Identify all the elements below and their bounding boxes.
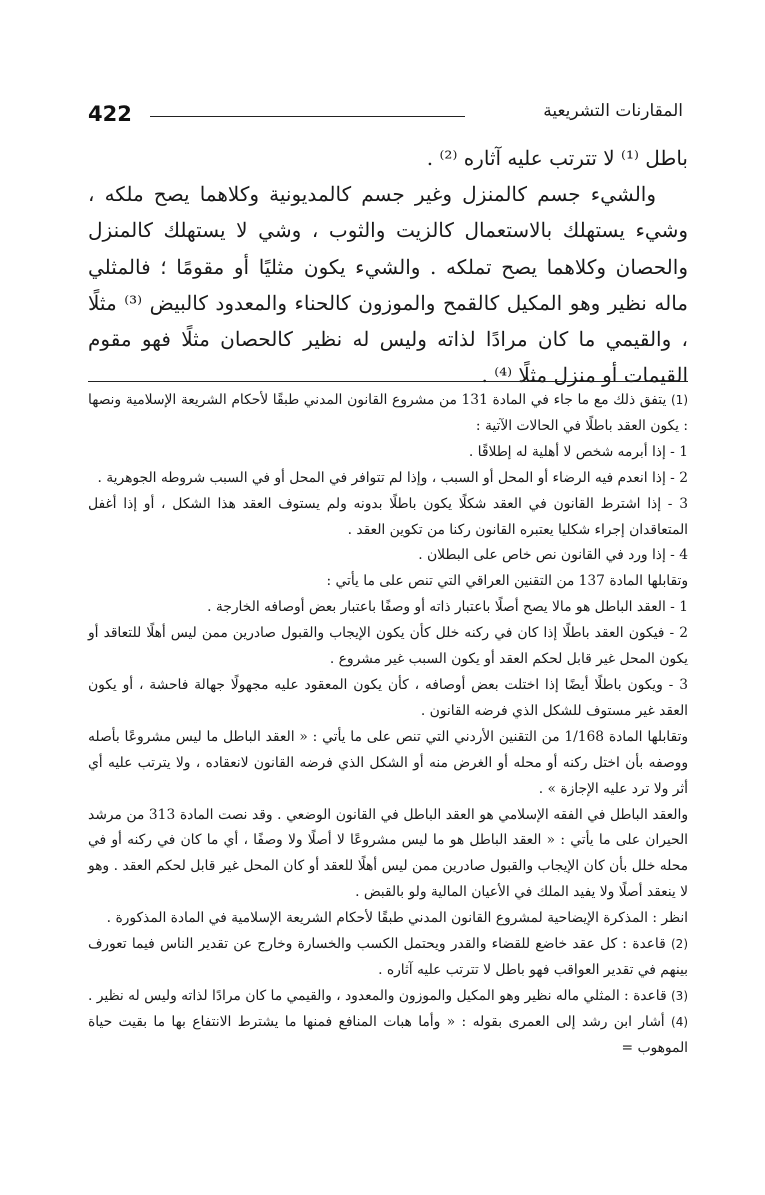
page-number: 422 <box>88 102 132 126</box>
footnote-text: قاعدة : كل عقد خاضع للقضاء والقدر ويحتمل الكسب والخسارة وخارج عن تقدير الناس فيما تعورف بينهم في تقدير العواقب فهو باطل لا تترتب عليه آثاره . <box>88 936 688 978</box>
footnote-line <box>88 803 688 907</box>
footnote-text: انظر : المذكرة الإيضاحية لمشروع القانون المدني طبقًا لأحكام الشريعة الإسلامية في المادة المذكورة . <box>106 910 688 927</box>
footnote-line <box>88 725 688 803</box>
footnote-text: 1 - العقد الباطل هو مالا يصح أصلًا باعتبار ذاته أو وصفًا باعتبار بعض أوصافه الخارجة . <box>207 599 688 616</box>
footnote-number: (3) <box>670 988 688 1003</box>
footnote-number: (1) <box>670 393 688 407</box>
footnote-line <box>88 492 688 544</box>
running-title: المقارنات التشريعية <box>543 101 683 121</box>
footnote-text: 3 - إذا اشترط القانون في العقد شكلًا يكون باطلًا بدونه ولم يستوف العقد هذا الشكل ، أو إذا أغفل المتعاقدان إجراء شكليا يعتبره القانون ركنا من تكوين العقد . <box>88 495 688 538</box>
footnote-line <box>88 595 688 621</box>
footnote-line <box>88 543 688 569</box>
footnote-line <box>88 906 688 932</box>
footnote-line <box>88 388 688 440</box>
footnote-text: يتفق ذلك مع ما جاء في المادة 131 من مشروع القانون المدني طبقًا لأحكام الشريعة الإسلامية ونصها : يكون العقد باطلًا في الحالات الآتية : <box>88 392 688 434</box>
footnote-line <box>88 466 688 492</box>
footnote-text: أشار ابن رشد إلى العمرى بقوله : « وأما هبات المنافع فمنها ما يشترط الانتفاع بها ما بقيت حياة الموهوب = <box>88 1013 688 1056</box>
paragraph-2: والشيء جسم كالمنزل وغير جسم كالمديونية وكلاهما يصح ملكه ، وشيء يستهلك بالاستعمال كالزيت والثوب ، وشي لا يستهلك كالمنزل والحصان وكلاهما يصح تملكه . والشيء يكون مثليًا أو مقومًا ؛ فالمثلي ماله نظير وهو المكيل كالقمح والموزون كالحناء والمعدود كالبيض ⁽³⁾ مثلًا ، والقيمي ما كان مرادًا لذاته وليس له نظير كالحصان مثلًا فهو مقوم القيمات أو منزل مثلًا ⁽⁴⁾ . <box>88 182 688 388</box>
footnote-text: 1 - إذا أبرمه شخص لا أهلية له إطلاقًا . <box>468 443 688 460</box>
footnote-line <box>88 1010 688 1062</box>
footnote-number: (2) <box>670 937 688 952</box>
footnote-text: والعقد الباطل في الفقه الإسلامي هو العقد الباطل في القانون الوضعي . وقد نصت المادة 313 من مرشد الحيران على ما يأتي : « العقد الباطل هو ما ليس مشروعًا لا أصلًا ولا وصفًا ، أي ما كان في ركنه أو في محله خلل بأن كان الإيجاب والقبول صادرين ممن ليس أهلًا للعقد أو كان المحل غير قابل لحكم العقد . وهو لا ينعقد أصلًا ولا يفيد الملك في الأعيان المالية ولو بالقبض . <box>88 806 688 901</box>
header-rule <box>150 116 465 117</box>
footnote-separator <box>88 381 688 382</box>
main-text <box>88 140 688 393</box>
footnote-line <box>88 673 688 725</box>
paragraph-1: باطل ⁽¹⁾ لا تترتب عليه آثاره ⁽²⁾ . <box>426 146 688 170</box>
footnote-text: وتقابلها المادة 137 من التقنين العراقي التي تنص على ما يأتي : <box>326 573 688 590</box>
footnote-text: 2 - فيكون العقد باطلًا إذا كان في ركنه خلل كأن يكون الإيجاب والقبول صادرين ممن ليس أهلًا للتعاقد أو يكون المحل غير قابل لحكم العقد أو يكون السبب غير مشروع . <box>88 625 688 668</box>
footnote-number: (4) <box>671 1014 689 1029</box>
footnote-text: 4 - إذا ورد في القانون نص خاص على البطلان . <box>418 547 688 564</box>
page-header <box>88 100 683 134</box>
footnote-text: وتقابلها المادة 1/168 من التقنين الأردني التي تنص على ما يأتي : « العقد الباطل ما ليس مشروعًا بأصله ووصفه بأن اختل ركنه أو محله أو الغرض منه أو الشكل الذي فرضه القانون لانعقاده ، ولا يترتب عليه أي أثر ولا ترد عليه الإجازة » . <box>88 728 688 797</box>
footnote-line <box>88 932 688 984</box>
footnote-line <box>88 569 688 595</box>
footnote-line <box>88 621 688 673</box>
footnote-line <box>88 984 688 1010</box>
footnotes <box>88 388 688 1062</box>
footnote-text: 3 - ويكون باطلًا أيضًا إذا اختلت بعض أوصافه ، كأن يكون المعقود عليه مجهولًا جهالة فاحشة ، أو يكون العقد غير مستوف للشكل الذي فرضه القانون . <box>88 676 688 719</box>
footnote-text: 2 - إذا انعدم فيه الرضاء أو المحل أو السبب ، وإذا لم تتوافر في المحل أو في السبب شروطه الجوهرية . <box>97 469 688 486</box>
footnote-line <box>88 440 688 466</box>
footnote-text: قاعدة : المثلي ماله نظير وهو المكيل والموزون والمعدود ، والقيمي ما كان مرادًا لذاته وليس له نظير . <box>88 987 667 1004</box>
